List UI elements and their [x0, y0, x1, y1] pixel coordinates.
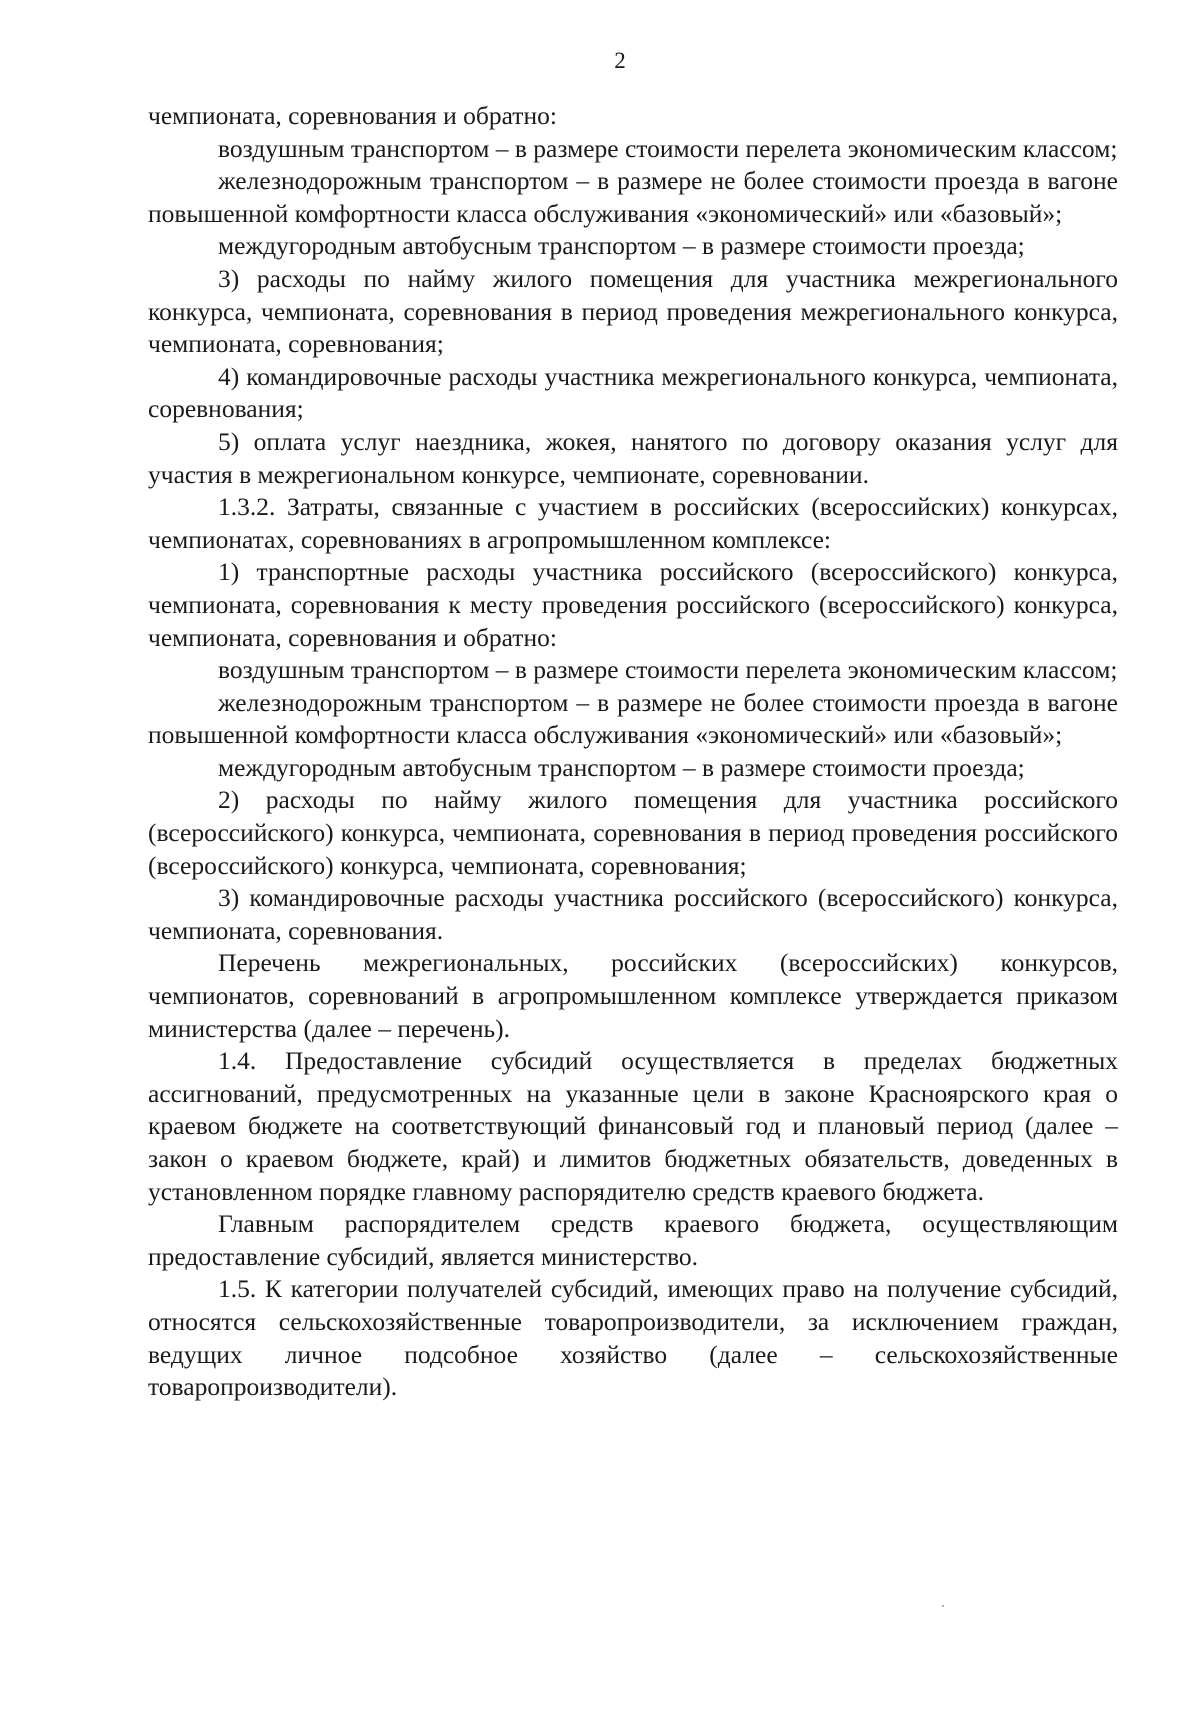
paragraph: чемпионата, соревнования и обратно:	[148, 101, 557, 130]
paragraph: 1.5. К категории получателей субсидий, имеющих право на получение субсидий, относятся сельскохозяйственные товаропроизводители, за исключением граждан, ведущих личное подсобное хозяйство (далее – сельскохозяйственные товаропроизводители).	[148, 1274, 1118, 1402]
paragraph: 3) командировочные расходы участника российского (всероссийского) конкурса, чемпионата, соревнования.	[148, 883, 1118, 945]
document-body	[148, 100, 1118, 1404]
paragraph: воздушным транспортом – в размере стоимости перелета экономическим классом;	[218, 655, 1118, 685]
page-number: 2	[614, 48, 626, 73]
scan-speck	[942, 1605, 944, 1607]
paragraph: 2) расходы по найму жилого помещения для участника российского (всероссийского) конкурса, чемпионата, соревнования в период проведения российского (всероссийского) конкурса, чемпионата, соревнования;	[148, 785, 1118, 880]
paragraph: Перечень межрегиональных, российских (всероссийских) конкурсов, чемпионатов, соревнований в агропромышленном комплексе утверждается приказом министерства (далее – перечень).	[148, 948, 1118, 1043]
paragraph: 1.3.2. Затраты, связанные с участием в российских (всероссийских) конкурсах, чемпионатах, соревнованиях в агропромышленном комплексе:	[148, 492, 1118, 554]
paragraph: междугородным автобусным транспортом – в размере стоимости проезда;	[218, 752, 1025, 782]
paragraph: воздушным транспортом – в размере стоимости перелета экономическим классом;	[218, 133, 1118, 163]
paragraph: 5) оплата услуг наездника, жокея, нанятого по договору оказания услуг для участия в межрегиональном конкурсе, чемпионате, соревновании.	[148, 426, 1118, 489]
paragraph: междугородным автобусным транспортом – в размере стоимости проезда;	[218, 231, 1025, 261]
paragraph: 1) транспортные расходы участника российского (всероссийского) конкурса, чемпионата, соревнования к месту проведения российского (всероссийского) конкурса, чемпионата, соревнования и обратно:	[148, 557, 1118, 652]
paragraph: 3) расходы по найму жилого помещения для участника межрегионального конкурса, чемпионата, соревнования в период проведения межрегионального конкурса, чемпионата, соревнования;	[148, 263, 1118, 359]
paragraph: Главным распорядителем средств краевого бюджета, осуществляющим предоставление субсидий, является министерство.	[148, 1209, 1118, 1271]
paragraph: железнодорожным транспортом – в размере не более стоимости проезда в вагоне повышенной комфортности класса обслуживания «экономический» или «базовый»;	[148, 166, 1118, 228]
paragraph: 4) командировочные расходы участника межрегионального конкурса, чемпионата, соревнования;	[148, 361, 1118, 424]
paragraph: 1.4. Предоставление субсидий осуществляется в пределах бюджетных ассигнований, предусмотренных на указанные цели в законе Красноярского края о краевом бюджете на соответствующий финансовый год и плановый период (далее – закон о краевом бюджете, край) и лимитов бюджетных обязательств, доведенных в установленном порядке главному распорядителю средств краевого бюджета.	[148, 1046, 1118, 1206]
paragraph: железнодорожным транспортом – в размере не более стоимости проезда в вагоне повышенной комфортности класса обслуживания «экономический» или «базовый»;	[148, 687, 1118, 750]
